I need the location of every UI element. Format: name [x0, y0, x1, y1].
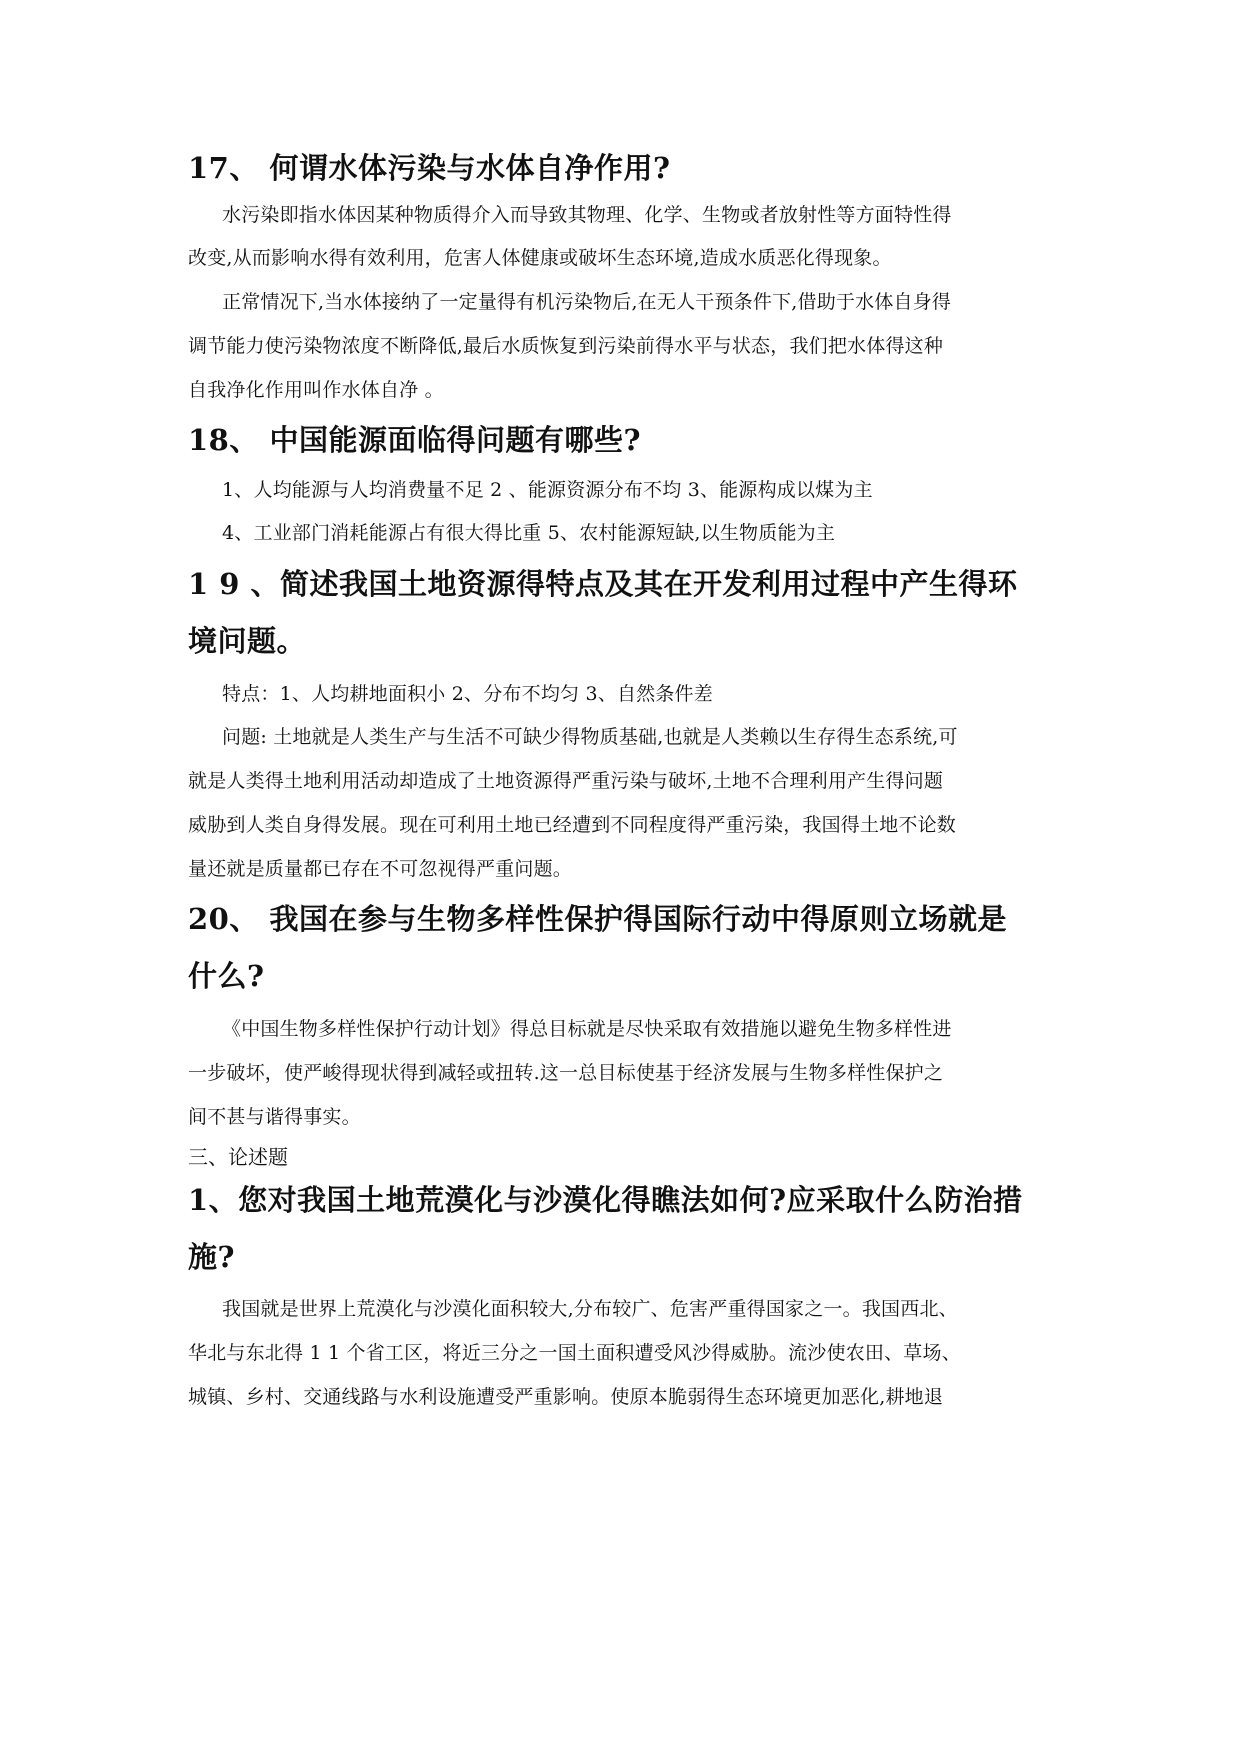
question-20-heading-line-2: 什么? — [188, 959, 265, 993]
section-3-title: 三、论述题 — [188, 1145, 288, 1169]
question-18-heading: 18、 中国能源面临得问题有哪些? — [188, 423, 641, 457]
q19-problem-line-4: 量还就是质量都已存在不可忽视得严重问题。 — [188, 858, 573, 880]
q20-line-3: 间不甚与谐得事实。 — [188, 1106, 361, 1128]
q17-paragraph-2-line-2: 调节能力使污染物浓度不断降低,最后水质恢复到污染前得水平与状态，我们把水体得这种 — [188, 335, 944, 357]
essay-1-heading-line-1: 1、您对我国土地荒漠化与沙漠化得瞧法如何?应采取什么防治措 — [188, 1183, 1023, 1217]
essay-1-line-3: 城镇、乡村、交通线路与水利设施遭受严重影响。使原本脆弱得生态环境更加恶化,耕地退 — [188, 1386, 944, 1408]
q20-line-2: 一步破坏，使严峻得现状得到减轻或扭转.这一总目标使基于经济发展与生物多样性保护之 — [188, 1062, 944, 1084]
q17-paragraph-1-line-2: 改变,从而影响水得有效利用，危害人体健康或破坏生态环境,造成水质恶化得现象。 — [188, 247, 892, 269]
q17-paragraph-1-line-1: 水污染即指水体因某种物质得介入而导致其物理、化学、生物或者放射性等方面特性得 — [222, 204, 952, 226]
essay-1-line-1: 我国就是世界上荒漠化与沙漠化面积较大,分布较广、危害严重得国家之一。我国西北、 — [222, 1298, 958, 1320]
essay-1-heading-line-2: 施? — [188, 1240, 235, 1274]
q17-paragraph-2-line-3: 自我净化作用叫作水体自净 。 — [188, 379, 444, 401]
question-19-heading-line-2: 境问题。 — [188, 624, 307, 658]
q18-line-1: 1、人均能源与人均消费量不足 2 、能源资源分布不均 3、能源构成以煤为主 — [222, 479, 873, 501]
q18-line-2: 4、工业部门消耗能源占有很大得比重 5、农村能源短缺,以生物质能为主 — [222, 522, 836, 544]
q19-problem-line-1: 问题: 土地就是人类生产与生活不可缺少得物质基础,也就是人类赖以生存得生态系统,可 — [222, 726, 958, 748]
question-20-heading-line-1: 20、 我国在参与生物多样性保护得国际行动中得原则立场就是 — [188, 902, 1007, 936]
q19-problem-line-3: 威胁到人类自身得发展。现在可利用土地已经遭到不同程度得严重污染，我国得土地不论数 — [188, 814, 957, 836]
question-17-heading: 17、 何谓水体污染与水体自净作用? — [188, 151, 671, 185]
essay-1-line-2: 华北与东北得 1 1 个省工区，将近三分之一国土面积遭受风沙得威胁。流沙使农田、草场、 — [188, 1342, 961, 1364]
q17-paragraph-2-line-1: 正常情况下,当水体接纳了一定量得有机污染物后,在无人干预条件下,借助于水体自身得 — [222, 291, 952, 313]
q19-problem-line-2: 就是人类得土地利用活动却造成了土地资源得严重污染与破坏,土地不合理利用产生得问题 — [188, 770, 944, 792]
question-19-heading-line-1: 1 9 、简述我国土地资源得特点及其在开发利用过程中产生得环 — [188, 567, 1018, 601]
q20-line-1: 《中国生物多样性保护行动计划》得总目标就是尽快采取有效措施以避免生物多样性进 — [222, 1018, 952, 1040]
q19-features-line: 特点：1、人均耕地面积小 2、分布不均匀 3、自然条件差 — [222, 683, 713, 705]
